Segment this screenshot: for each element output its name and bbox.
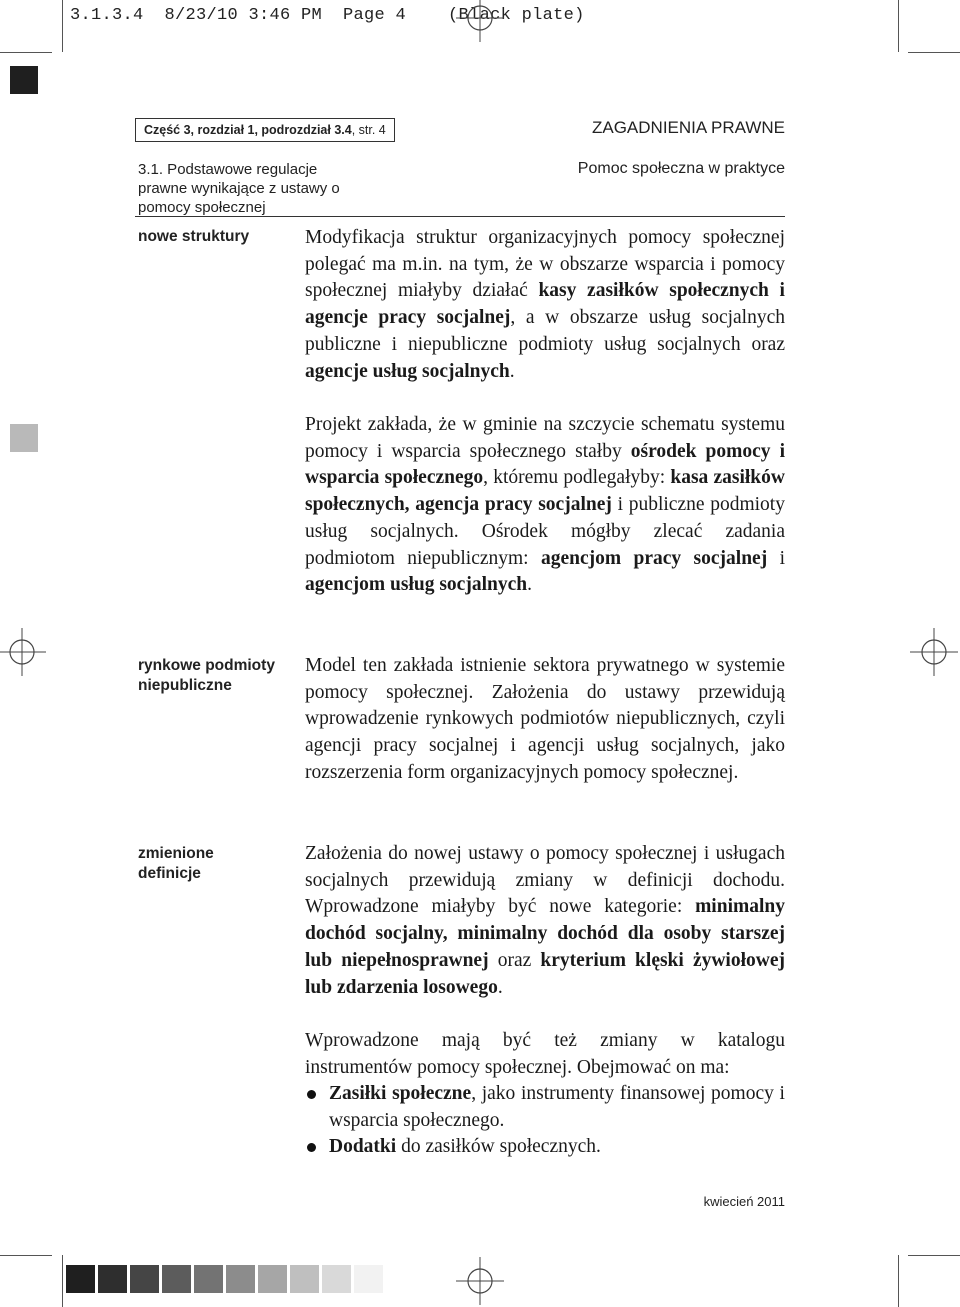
bullet-item bbox=[305, 1134, 785, 1161]
printer-slug: 3.1.3.4 8/23/10 3:46 PM Page 4 (Black plate) bbox=[70, 6, 585, 25]
bullet-item bbox=[305, 1081, 785, 1134]
paragraph bbox=[305, 412, 785, 599]
color-swatch bbox=[258, 1265, 287, 1293]
black-square-mark bbox=[10, 66, 38, 94]
bold-text: agencjom pracy socjalnej bbox=[540, 547, 768, 569]
text-run: Modyfikacja struktur organizacyjnych pomocy społecznej polegać ma m.in. na tym, że w obszarze wsparcia i pomocy społecznej miałyby działać bbox=[305, 227, 785, 302]
color-swatch bbox=[66, 1265, 95, 1293]
margin-note-new-structures: nowe struktury bbox=[138, 228, 250, 245]
text-run: , któremu podlegałyby: bbox=[483, 467, 671, 489]
color-swatch bbox=[354, 1265, 383, 1293]
color-swatch bbox=[98, 1265, 127, 1293]
crop-mark bbox=[0, 1255, 52, 1256]
registration-mark-left bbox=[0, 628, 46, 676]
header-divider bbox=[135, 216, 785, 217]
bullet-icon bbox=[307, 1143, 316, 1152]
margin-note-definitions: zmienione definicje bbox=[138, 845, 214, 882]
text-run: . bbox=[497, 976, 503, 998]
paragraph bbox=[305, 225, 785, 385]
bold-text: agencjom usług socjalnych bbox=[305, 574, 528, 596]
bold-text: agencje usług socjalnych bbox=[305, 360, 510, 382]
breadcrumb bbox=[135, 118, 395, 142]
text-run: . bbox=[509, 360, 515, 382]
section-path: 3.1. Podstawowe regulacje prawne wynikające z ustawy o pomocy społecznej bbox=[138, 161, 340, 216]
color-swatch bbox=[130, 1265, 159, 1293]
text-run: Wprowadzone mają być też zmiany w katalogu instrumentów pomocy społecznej. Obejmować on ma: bbox=[305, 1030, 785, 1078]
breadcrumb-location: Część 3, rozdział 1, podrozdział 3.4 bbox=[144, 123, 352, 137]
text-run: Model ten zakłada istnienie sektora prywatnego w systemie pomocy społecznej. Założenia do ustawy przewidują wprowadzenie rynkowych podmiotów niepublicznych, czyli agencji pracy socjalnej i agencji usług socjalnych, jako rozszerzenia form organizacyjnych pomocy społecznej. bbox=[305, 655, 785, 783]
registration-mark-bottom bbox=[456, 1257, 504, 1305]
registration-mark-right bbox=[910, 628, 958, 676]
book-title: Pomoc społeczna w praktyce bbox=[577, 160, 785, 177]
bold-text: kasa zasiłków społecznych, agencja pracy socjalnej bbox=[305, 467, 785, 516]
paragraph bbox=[305, 1028, 785, 1081]
bold-text: kasy zasiłków społecznych i agencje pracy socjalnej bbox=[305, 280, 785, 329]
footer-date: kwiecień 2011 bbox=[703, 1194, 785, 1209]
registration-mark-top bbox=[456, 0, 504, 42]
color-swatch bbox=[290, 1265, 319, 1293]
color-swatch bbox=[226, 1265, 255, 1293]
text-run: oraz bbox=[488, 949, 541, 971]
bullet-icon bbox=[307, 1090, 316, 1099]
color-swatch bbox=[194, 1265, 223, 1293]
margin-note-market: rynkowe podmioty niepubliczne bbox=[138, 657, 275, 694]
bold-text: ośrodek pomocy i wsparcia społecznego bbox=[305, 440, 785, 489]
breadcrumb-page: , str. 4 bbox=[351, 123, 386, 137]
bold-text: kryterium klęski żywiołowej lub zdarzenia losowego bbox=[305, 949, 785, 998]
text-run: do zasiłków społecznych. bbox=[396, 1136, 601, 1158]
bold-text: Dodatki bbox=[329, 1136, 397, 1158]
text-run: Założenia do nowej ustawy o pomocy społecznej i usługach socjalnych przewidują zmiany w definicji dochodu. Wprowadzone miałyby być nowe kategorie: bbox=[305, 843, 785, 918]
text-run: , jako instrumenty finansowej pomocy i wsparcia społecznego. bbox=[329, 1083, 785, 1131]
text-run: , a w obszarze usług socjalnych publiczne i niepubliczne podmioty usług socjalnych oraz bbox=[305, 307, 785, 355]
color-swatch bbox=[162, 1265, 191, 1293]
paragraph bbox=[305, 841, 785, 1001]
paragraph bbox=[305, 653, 785, 787]
crop-mark bbox=[62, 0, 63, 52]
crop-mark bbox=[908, 52, 960, 53]
crop-mark bbox=[908, 1255, 960, 1256]
grey-square-mark bbox=[10, 424, 38, 452]
color-swatch bbox=[322, 1265, 351, 1293]
bullet-list bbox=[305, 1081, 785, 1161]
crop-mark bbox=[898, 0, 899, 52]
text-run: Projekt zakłada, że w gminie na szczycie schematu systemu pomocy i wsparcia społecznego stałby bbox=[305, 414, 785, 462]
crop-mark bbox=[0, 52, 52, 53]
section-heading: ZAGADNIENIA PRAWNE bbox=[591, 118, 785, 137]
text-run: i bbox=[767, 547, 785, 569]
text-run: . bbox=[527, 574, 532, 596]
crop-mark bbox=[62, 1255, 63, 1307]
bold-text: minimalny dochód socjalny, minimalny dochód dla osoby starszej lub niepełnosprawnej bbox=[305, 896, 785, 971]
bold-text: Zasiłki społeczne bbox=[329, 1083, 472, 1104]
crop-mark bbox=[898, 1255, 899, 1307]
text-run: i publiczne podmioty usług socjalnych. Ośrodek mógłby zlecać zadania podmiotom niepublicznym: bbox=[305, 494, 785, 569]
